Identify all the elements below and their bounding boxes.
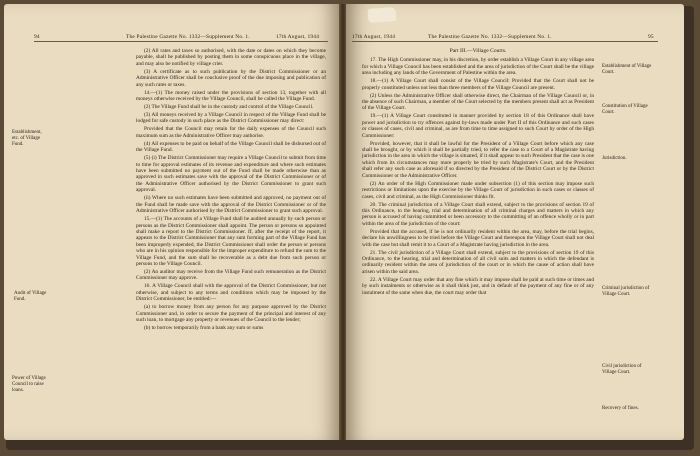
right-header-rule	[352, 41, 658, 42]
right-header-title: The Palestine Gazette No. 1332—Supplement No. 1.	[428, 34, 552, 40]
paragraph: 16. A Village Council shall with the approval of the District Commissioner, but not otherwise, and subject to any terms and conditions which may be imposed by the District Commissioner, be entitled:—	[136, 283, 326, 303]
left-page-number: 94	[34, 34, 40, 40]
margin-note: Civil jurisdiction of Village Court.	[602, 364, 642, 375]
paragraph: (2) The Village Fund shall be in the custody and control of the Village Council.	[144, 104, 314, 111]
paragraph: 22. A Village Court may order that any fine which it may impose shall be paid at such time or times and by such instalments or otherwise as it shall think just, and in default of the payment of any fine or of any instalment of the same when due, the court may order that	[362, 276, 594, 296]
paragraph: (4) All expenses to be paid on behalf of the Village Council shall be disbursed out of the Village Fund.	[136, 140, 326, 154]
margin-note: Recovery of fines.	[602, 406, 639, 411]
paragraph: Provided that the accused, if he is not ordinarily resident within the area, may, before the trial begins, declare his unwillingness to be tried before the Village Court and thereupon the Village Court shall not deal with the case but shall remit it to a Court of a Magistrate having jurisdiction in the area.	[362, 228, 594, 248]
paragraph: (2) An order of the High Commissioner made under subsection (1) of this section may impose such restrictions or limitations upon the exercise by the Village Court of jurisdiction in such cases or classes of cases, civil and criminal, as the High Commissioner thinks fit.	[362, 180, 594, 200]
right-page	[346, 4, 684, 440]
paragraph: (ii) Where no such estimates have been submitted and approved, no payment out of the Fund shall be made save with the approval of the District Commissioner or of the Administrative Officer authorised by the District Commissioner to grant such approval.	[136, 195, 326, 215]
paragraph: 21. The civil jurisdiction of a Village Court shall extend, subject to the provisions of section 19 of this Ordinance, to the hearing, trial and determination of all civil suits and matters in which the defendant is ordinarily resident within the area of jurisdiction of the court or in which the cause of action shall have arisen within the said area.	[362, 249, 594, 275]
paragraph: 20. The criminal jurisdiction of a Village Court shall extend, subject to the provisions of section 19 of this Ordinance, to the hearing, trial and determination of all criminal charges and matters in which any person is accused of having committed or been accessory to the committing of an offence wholly or in part within the area of the jurisdiction of the court:	[362, 201, 594, 227]
paragraph: 15.—(1) The accounts of a Village Fund shall be audited annually by such person or persons as the District Commissioner shall appoint. The person or persons so appointed shall make a report to the District Commissioner. If, after the receipt of the report, it appears to the District Commissioner that any sum forming part of the Village Fund has been improperly expended, the District Commissioner shall order the person or persons who are in his opinion responsible for the improper expenditure to refund the sum to the Village Fund, and the sum shall be recoverable as a debt due from such person or persons to the Village Council.	[136, 216, 326, 267]
left-header-rule	[34, 41, 328, 42]
margin-note: Establishment of Village Court.	[602, 64, 652, 75]
margin-note: Jurisdiction.	[602, 156, 627, 161]
paragraph: (3) A certificate as to such publication by the District Commissioner or an Administrative Officer shall be conclusive proof of the due imposing and publication of any such rates or taxes.	[136, 68, 326, 88]
left-page	[4, 4, 340, 440]
paragraph: (5) (i) The District Commissioner may require a Village Council to submit from time to time for approval estimates of its revenue and expenditure and where such estimates have been submitted no payment out of the Fund shall be made otherwise than as approved in such estimates save with the approval of the District Commissioner or of the Administrative Officer authorised by the District Commissioner to grant such approval.	[136, 155, 326, 194]
torn-paper-scrap	[368, 7, 397, 23]
paragraph: (2) All rates and taxes so authorised, with the date or dates on which they become payable, shall be published by posting them in some conspicuous place in the village, and may also be notified by village crier.	[136, 48, 326, 67]
paragraph: 19.—(1) A Village Court constituted in manner provided by section 18 of this Ordinance shall have power and jurisdiction to try offences against by-laws made under Part II of this Ordinance and such cases or classes of cases, civil and criminal, as are from time to time assigned to such Court by order of the High Commissioner:	[362, 113, 594, 139]
paragraph: 17. The High Commissioner may, in his discretion, by order establish a Village Court in any village area for which a Village Council has been established and the area of jurisdiction of the Court shall be the village area including any lands of the Government of Palestine within the area.	[362, 57, 594, 77]
margin-note: Criminal jurisdiction of Village Court.	[602, 286, 650, 297]
margin-note: Establishment, etc. of Village Fund.	[12, 130, 42, 147]
paragraph: 18.—(1) A Village Court shall consist of the Village Council: Provided that the Court shall not be properly constituted unless not less than three members of the Village Council are present.	[362, 78, 594, 91]
left-header-date: 17th August, 1944	[276, 34, 320, 40]
paragraph: Provided that the Council may retain for the daily expenses of the Council such maximum sum as the Administrative Officer may authorise.	[136, 126, 326, 139]
paragraph: (2) Unless the Administrative Officer shall otherwise direct, the Chairman of the Village Council or, in the absence of such Chairman, a member of the Court selected by the members present shall act as President of the Village Court.	[362, 92, 594, 112]
margin-note: Constitution of Village Court.	[602, 104, 648, 115]
right-page-number: 95	[648, 34, 654, 40]
section-heading: Part III.—Village Courts.	[449, 48, 507, 54]
right-header-date: 17th August, 1944	[352, 34, 396, 40]
paragraph: Provided, however, that it shall be lawful for the President of a Village Court before which any case shall be brought, or by which it shall be partially tried, to refer the case to a Court of a Magistrate having jurisdiction in the area in which the village is situated, if it shall appear to such President that the case is one which from its circumstances may more properly be tried by such Magistrate's Court, and the President shall refer any such case as aforesaid if so directed by the President of the District Court or by the District Commissioner or the Administrative Officer.	[362, 140, 594, 179]
paragraph: (a) to borrow money from any person for any purpose approved by the District Commissioner and, in order to secure the payment of the principal and interest of any such loan, to mortgage any property or revenues of the Council to the lender;	[136, 304, 326, 323]
left-text-column	[136, 48, 326, 333]
margin-note: Power of Village Council to raise loans.	[12, 376, 46, 393]
margin-note: Audit of Village Fund.	[14, 291, 47, 302]
paragraph: (b) to borrow temporarily from a bank any sum or sums	[144, 324, 264, 331]
paragraph: (2) An auditor may receive from the Village Fund such remuneration as the District Commissioner may approve.	[136, 268, 326, 282]
right-text-column	[362, 48, 594, 298]
paragraph: 14.—(1) The money raised under the provisions of section 13, together with all moneys otherwise received by the Village Council, shall be called the Village Fund.	[136, 89, 326, 103]
left-header-title: The Palestine Gazette No. 1332—Supplement No. 1.	[126, 34, 250, 40]
paragraph: (3) All moneys received by a Village Council in respect of the Village Fund shall be lodged for safe custody in such place as the District Commissioner may direct:	[136, 112, 326, 125]
